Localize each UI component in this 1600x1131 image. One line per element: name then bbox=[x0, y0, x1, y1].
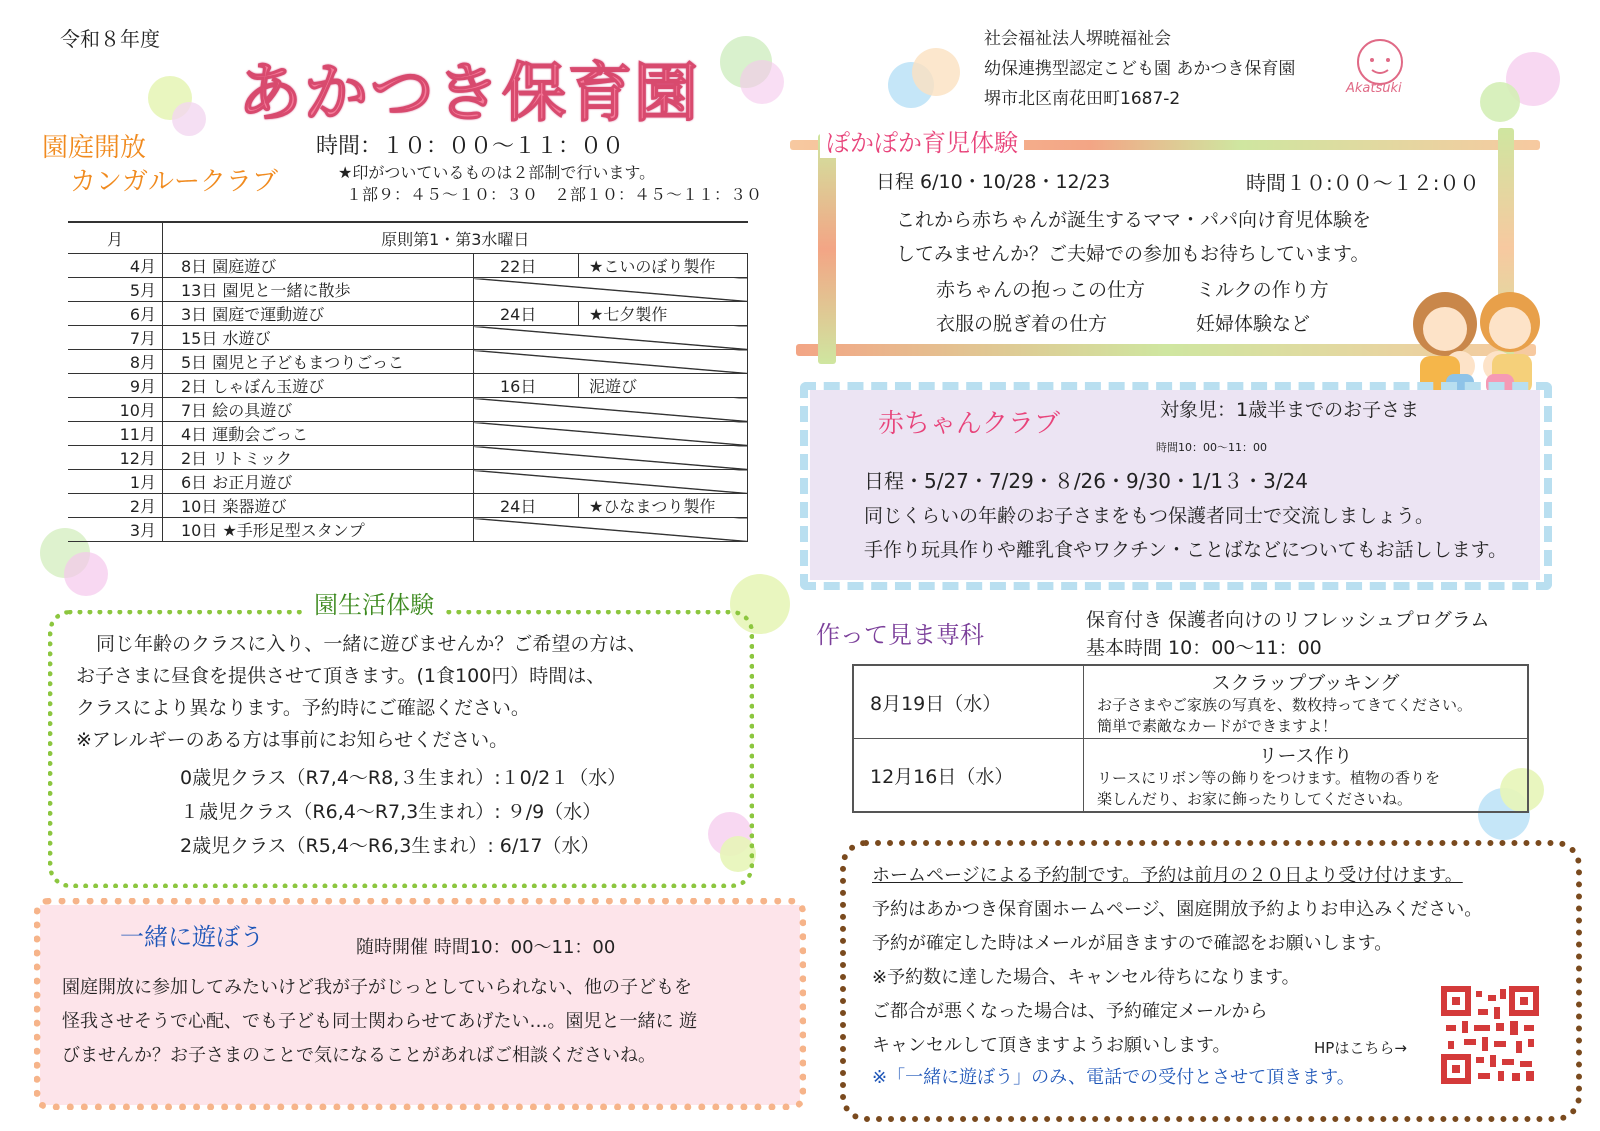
play-time: 随時開催 時間10：00～11：00 bbox=[356, 937, 616, 958]
schedule-first-date: 5日 園児と子どもまつりごっこ bbox=[163, 350, 474, 374]
schedule-empty-cell bbox=[474, 446, 748, 470]
schedule-empty-cell bbox=[474, 518, 748, 542]
experience-line: 同じ年齢のクラスに入り、一緒に遊びませんか？ご希望の方は、 bbox=[96, 633, 647, 655]
schedule-month: 12月 bbox=[68, 446, 163, 470]
kangaroo-parts: １部９：４５～１０：３０ ２部１０：４５～１１：３０ bbox=[346, 185, 763, 204]
craft-row bbox=[853, 665, 1528, 739]
pokapoka-item: 衣服の脱ぎ着の仕方 bbox=[936, 313, 1108, 335]
schedule-first-date: 15日 水遊び bbox=[163, 326, 474, 350]
schedule-month: 1月 bbox=[68, 470, 163, 494]
schedule-row bbox=[68, 326, 748, 350]
logo bbox=[1340, 34, 1420, 100]
schedule-row bbox=[68, 398, 748, 422]
experience-line: ※アレルギーのある方は事前にお知らせください。 bbox=[76, 729, 509, 751]
schedule-empty-cell bbox=[474, 278, 748, 302]
craft-desc: リースにリボン等の飾りをつけます。植物の香りを bbox=[1097, 769, 1441, 788]
experience-line: クラスにより異なります。予約時にご確認ください。 bbox=[76, 697, 530, 719]
schedule-month: 2月 bbox=[68, 494, 163, 518]
craft-row bbox=[853, 739, 1528, 813]
schedule-second-date: 16日 bbox=[474, 374, 579, 398]
craft-date: 8月19日（水） bbox=[853, 665, 1084, 739]
schedule-empty-cell bbox=[474, 422, 748, 446]
schedule-month: 9月 bbox=[68, 374, 163, 398]
schedule-first-date: 6日 お正月遊び bbox=[163, 470, 474, 494]
baby-club-heading: 赤ちゃんクラブ bbox=[878, 409, 1061, 439]
baby-club-target: 対象児：1歳半までのお子さま bbox=[1160, 399, 1420, 421]
schedule-first-date: 2日 リトミック bbox=[163, 446, 474, 470]
schedule-month: 6月 bbox=[68, 302, 163, 326]
schedule-row bbox=[68, 470, 748, 494]
schedule-empty-cell bbox=[474, 326, 748, 350]
kangaroo-schedule-table bbox=[68, 221, 748, 542]
schedule-month: 4月 bbox=[68, 254, 163, 278]
pokapoka-item: 妊婦体験など bbox=[1196, 313, 1311, 335]
schedule-row bbox=[68, 302, 748, 326]
schedule-row bbox=[68, 446, 748, 470]
kangaroo-note: ★印がついているものは２部制で行います。 bbox=[338, 163, 656, 182]
logo-text: Akatsuki bbox=[1346, 81, 1402, 96]
schedule-row bbox=[68, 350, 748, 374]
schedule-first-date: 2日 しゃぼん玉遊び bbox=[163, 374, 474, 398]
decor-dot bbox=[64, 552, 108, 596]
org-type: 幼保連携型認定こども園 あかつき保育園 bbox=[984, 59, 1296, 79]
mothers-illustration bbox=[1400, 274, 1550, 394]
craft-date: 12月16日（水） bbox=[853, 739, 1084, 813]
schedule-row bbox=[68, 494, 748, 518]
schedule-second-date: 24日 bbox=[474, 494, 579, 518]
schedule-empty-cell bbox=[474, 470, 748, 494]
schedule-second-event: ★ひなまつり製作 bbox=[579, 494, 748, 518]
pokapoka-line: してみませんか？ご夫婦での参加もお待ちしています。 bbox=[896, 243, 1370, 265]
schedule-second-date: 22日 bbox=[474, 254, 579, 278]
play-line: 園庭開放に参加してみたいけど我が子がじっとしていられない、他の子どもを bbox=[62, 977, 692, 998]
decor-dot bbox=[172, 102, 206, 136]
experience-class: 2歳児クラス（R5,4～R6,3生まれ）: 6/17（水） bbox=[180, 835, 600, 857]
pokapoka-time: 時間１０:００～１２:００ bbox=[1246, 171, 1480, 195]
schedule-first-date: 7日 絵の具遊び bbox=[163, 398, 474, 422]
frame-bar bbox=[818, 134, 836, 364]
craft-basic-time: 基本時間 10：00～11：00 bbox=[1086, 637, 1322, 659]
schedule-first-date: 10日 ★手形足型スタンプ bbox=[163, 518, 474, 542]
schedule-row bbox=[68, 374, 748, 398]
play-line: 怪我させそうで心配、でも子ども同士関わらせてあげたい…。園児と一緒に 遊 bbox=[62, 1011, 698, 1032]
play-heading: 一緒に遊ぼう bbox=[120, 923, 264, 951]
schedule-first-date: 4日 運動会ごっこ bbox=[163, 422, 474, 446]
schedule-month: 8月 bbox=[68, 350, 163, 374]
org-address: 堺市北区南花田町1687-2 bbox=[984, 89, 1181, 109]
schedule-second-event: ★七夕製作 bbox=[579, 302, 748, 326]
hp-link[interactable]: HPはこちら→ bbox=[1314, 1039, 1407, 1057]
baby-club-time: 時間10：00～11：00 bbox=[1156, 441, 1267, 454]
decor-dot bbox=[912, 48, 960, 96]
craft-title: スクラップブッキング bbox=[1211, 672, 1400, 695]
schedule-first-date: 8日 園庭遊び bbox=[163, 254, 474, 278]
schedule-month: 10月 bbox=[68, 398, 163, 422]
schedule-first-date: 3日 園庭で運動遊び bbox=[163, 302, 474, 326]
col-month: 月 bbox=[68, 222, 163, 254]
pokapoka-schedule: 日程 6/10・10/28・12/23 bbox=[876, 171, 1111, 193]
reservation-line: 予約が確定した時はメールが届きますので確認をお願いします。 bbox=[872, 933, 1393, 954]
kangaroo-time: 時間：１０：００～１１：００ bbox=[316, 134, 625, 159]
craft-detail bbox=[1084, 665, 1529, 739]
qr-code-icon bbox=[1440, 985, 1540, 1085]
qr-code[interactable] bbox=[1440, 985, 1540, 1085]
craft-heading: 作って見ま専科 bbox=[816, 621, 984, 649]
pokapoka-line: これから赤ちゃんが誕生するママ・パパ向け育児体験を bbox=[896, 209, 1372, 231]
schedule-second-event: 泥遊び bbox=[579, 374, 748, 398]
schedule-row bbox=[68, 278, 748, 302]
schedule-row bbox=[68, 422, 748, 446]
craft-table bbox=[852, 664, 1529, 813]
decor-dot bbox=[1480, 82, 1520, 122]
schedule-month: 7月 bbox=[68, 326, 163, 350]
craft-desc: 簡単で素敵なカードができますよ！ bbox=[1097, 716, 1338, 735]
schedule-second-event: ★こいのぼり製作 bbox=[579, 254, 748, 278]
page-title: あかつき保育園 bbox=[238, 57, 700, 131]
baby-club-line: 同じくらいの年齢のお子さまをもつ保護者同士で交流しましょう。 bbox=[864, 505, 1435, 527]
pokapoka-heading: ぽかぽか育児体験 bbox=[820, 130, 1024, 158]
reservation-line: ホームページによる予約制です。予約は前月の２０日より受け付けます。 bbox=[872, 865, 1463, 886]
mother-baby-icon bbox=[1400, 274, 1550, 394]
reservation-line: ※予約数に達した場合、キャンセル待ちになります。 bbox=[872, 967, 1300, 988]
fiscal-year: 令和８年度 bbox=[60, 27, 160, 51]
schedule-month: 11月 bbox=[68, 422, 163, 446]
baby-club-line: 手作り玩具作りや離乳食やワクチン・ことばなどについてもお話しします。 bbox=[864, 539, 1508, 561]
schedule-month: 5月 bbox=[68, 278, 163, 302]
schedule-empty-cell bbox=[474, 350, 748, 374]
pokapoka-item: 赤ちゃんの抱っこの仕方 bbox=[936, 279, 1146, 301]
schedule-empty-cell bbox=[474, 398, 748, 422]
experience-heading: 園生活体験 bbox=[304, 592, 444, 620]
play-line: びませんか？お子さまのことで気になることがあればご相談くださいね。 bbox=[62, 1045, 656, 1066]
kangaroo-club-heading: カンガルークラブ bbox=[70, 167, 279, 197]
decor-dot bbox=[740, 60, 784, 104]
craft-detail bbox=[1084, 739, 1529, 813]
experience-class: １歳児クラス（R6,4～R7,3生まれ）: ９/9（水） bbox=[180, 801, 602, 823]
baby-club-schedule: 日程・5/27・7/29・８/26・9/30・1/1３・3/24 bbox=[864, 469, 1309, 493]
schedule-row bbox=[68, 518, 748, 542]
craft-title: リース作り bbox=[1258, 745, 1353, 768]
reservation-line: 予約はあかつき保育園ホームページ、園庭開放予約よりお申込みください。 bbox=[872, 899, 1483, 920]
craft-subtitle: 保育付き 保護者向けのリフレッシュプログラム bbox=[1086, 609, 1490, 631]
phone-note: ※「一緒に遊ぼう」のみ、電話での受付とさせて頂きます。 bbox=[872, 1067, 1355, 1088]
craft-desc: お子さまやご家族の写真を、数枚持ってきてください。 bbox=[1097, 696, 1473, 715]
schedule-row bbox=[68, 254, 748, 278]
schedule-first-date: 10日 楽器遊び bbox=[163, 494, 474, 518]
schedule-first-date: 13日 園児と一緒に散歩 bbox=[163, 278, 474, 302]
schedule-month: 3月 bbox=[68, 518, 163, 542]
reservation-line: ご都合が悪くなった場合は、予約確定メールから bbox=[872, 1001, 1268, 1022]
experience-line: お子さまに昼食を提供させて頂きます。(1食100円）時間は、 bbox=[76, 665, 606, 687]
reservation-line: キャンセルして頂きますようお願いします。 bbox=[872, 1035, 1231, 1056]
pokapoka-item: ミルクの作り方 bbox=[1196, 279, 1329, 301]
garden-open-heading: 園庭開放 bbox=[42, 133, 147, 163]
schedule-second-date: 24日 bbox=[474, 302, 579, 326]
org-name: 社会福祉法人堺暁福祉会 bbox=[984, 29, 1171, 49]
craft-desc: 楽しんだり、お家に飾ったりしてくださいね。 bbox=[1097, 789, 1413, 808]
experience-class: 0歳児クラス（R7,4～R8,３生まれ）:１0/2１（水） bbox=[180, 767, 627, 789]
col-rule: 原則第1・第3水曜日 bbox=[163, 222, 748, 254]
